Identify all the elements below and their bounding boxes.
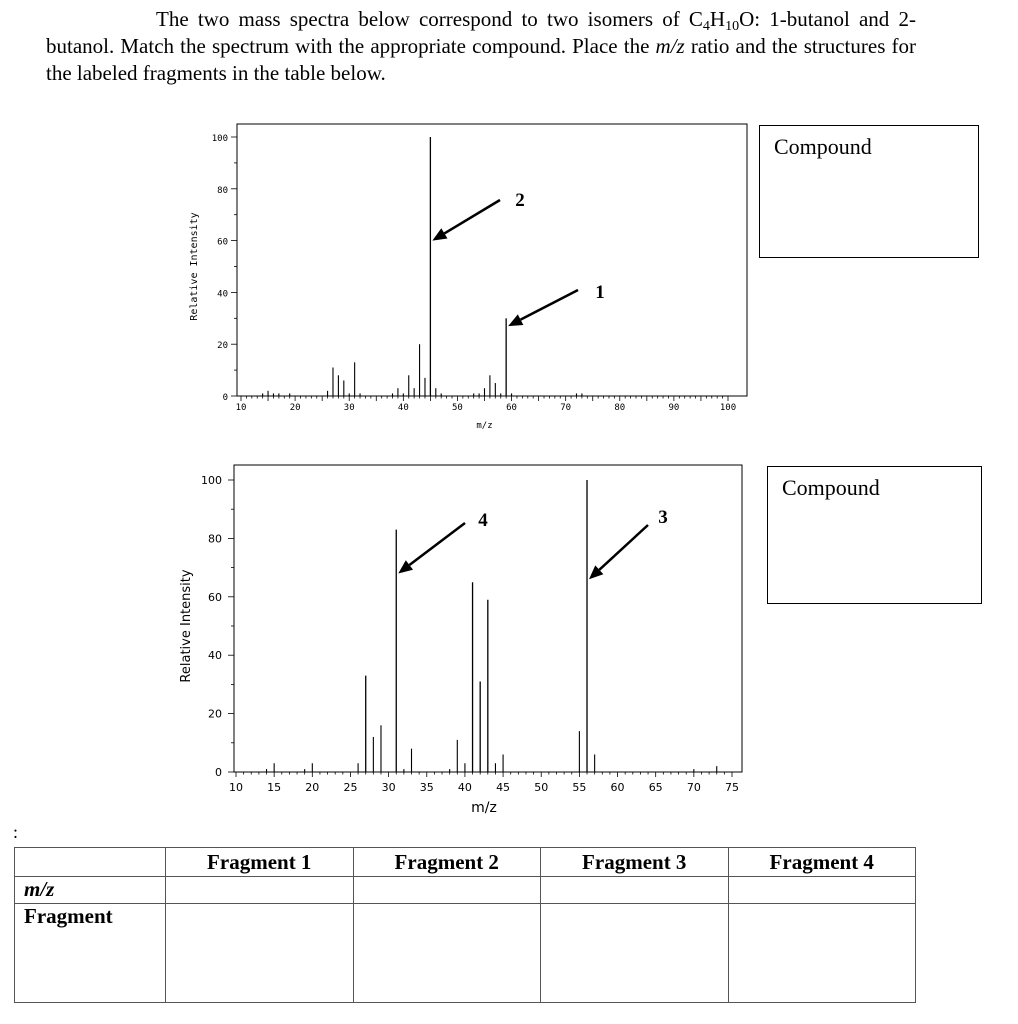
plot-frame: [237, 124, 747, 396]
x-tick-label: 45: [496, 781, 511, 794]
y-axis-label: Relative Intensity: [179, 569, 194, 683]
stray-mark: :: [13, 822, 19, 842]
structure-cell-fragment-3[interactable]: [541, 904, 729, 1003]
x-tick-label: 55: [572, 781, 587, 794]
header-fragment-3: Fragment 3: [541, 848, 729, 877]
y-tick-label: 80: [208, 532, 222, 546]
mz-cell-fragment-2[interactable]: [353, 877, 541, 904]
x-tick-label: 10: [229, 781, 243, 794]
mz-cell-fragment-4[interactable]: [728, 877, 916, 904]
fragment-label-1: 1: [595, 282, 605, 303]
y-tick-label: 20: [217, 341, 228, 352]
compound-box-2[interactable]: [767, 466, 982, 604]
question-text: The two mass spectra below correspond to two isomers of $C_4H_{10}O$: 1-butanol and 2-butanol. Match the spectrum with the appropriate compound. Place the m/z ratio and the structures for the labeled fragments in the table below.: [46, 7, 916, 85]
row-label-fragment: Fragment: [15, 904, 166, 1003]
fragment-label-3: 3: [658, 507, 668, 528]
x-tick-label: 25: [343, 781, 358, 794]
x-tick-label: 35: [419, 781, 434, 794]
y-tick-label: 100: [211, 134, 228, 144]
fragment-label-2: 2: [515, 190, 525, 211]
y-tick-label: 40: [217, 289, 228, 300]
x-tick-label: 60: [610, 781, 625, 794]
compound-label: Compound: [774, 134, 872, 159]
annotation-arrow-shaft: [444, 200, 500, 233]
x-tick-label: 70: [686, 781, 701, 794]
x-tick-label: 60: [506, 403, 517, 413]
x-tick-label: 65: [648, 781, 663, 794]
x-tick-label: 20: [305, 781, 320, 794]
x-tick-label: 40: [457, 781, 472, 794]
fragment-label-4: 4: [478, 510, 488, 531]
y-tick-label: 40: [208, 649, 222, 663]
y-tick-label: 0: [215, 766, 222, 779]
structure-cell-fragment-4[interactable]: [728, 904, 916, 1003]
x-tick-label: 90: [668, 403, 680, 413]
x-tick-label: 30: [343, 403, 355, 413]
y-tick-label: 60: [217, 237, 228, 248]
annotation-arrow-shaft: [409, 523, 465, 565]
header-fragment-2: Fragment 2: [353, 848, 541, 877]
y-tick-label: 0: [222, 393, 228, 403]
x-tick-label: 50: [534, 781, 549, 794]
y-tick-label: 60: [208, 590, 222, 604]
compound-label: Compound: [782, 475, 880, 500]
y-axis-label: Relative Intensity: [189, 212, 200, 321]
y-tick-label: 80: [217, 185, 228, 196]
x-tick-label: 75: [725, 781, 739, 794]
table-corner: [15, 848, 166, 877]
y-tick-label: 20: [208, 707, 222, 721]
mz-cell-fragment-3[interactable]: [541, 877, 729, 904]
structure-cell-fragment-2[interactable]: [353, 904, 541, 1003]
x-tick-label: 40: [397, 403, 409, 413]
annotation-arrow-shaft: [521, 290, 578, 320]
header-fragment-1: Fragment 1: [166, 848, 354, 877]
x-tick-label: 20: [289, 403, 301, 413]
compound-box-1[interactable]: [759, 125, 979, 258]
x-tick-label: 100: [719, 403, 737, 413]
annotation-arrow-shaft: [599, 525, 648, 570]
x-tick-label: 15: [267, 781, 282, 794]
x-tick-label: 80: [614, 403, 626, 413]
x-tick-label: 50: [452, 403, 463, 413]
header-fragment-4: Fragment 4: [728, 848, 916, 877]
x-tick-label: 30: [381, 781, 396, 794]
annotation-arrow-head: [398, 560, 413, 573]
y-tick-label: 100: [201, 474, 222, 487]
row-label-mz: m/z: [15, 877, 166, 904]
x-axis-label: m/z: [471, 800, 497, 816]
mz-cell-fragment-1[interactable]: [166, 877, 354, 904]
structure-cell-fragment-1[interactable]: [166, 904, 354, 1003]
x-tick-label: 10: [235, 403, 247, 413]
x-tick-label: 70: [560, 403, 572, 413]
x-axis-label: m/z: [476, 421, 493, 431]
annotation-arrow-head: [432, 228, 447, 240]
fragment-table: [14, 847, 916, 1003]
